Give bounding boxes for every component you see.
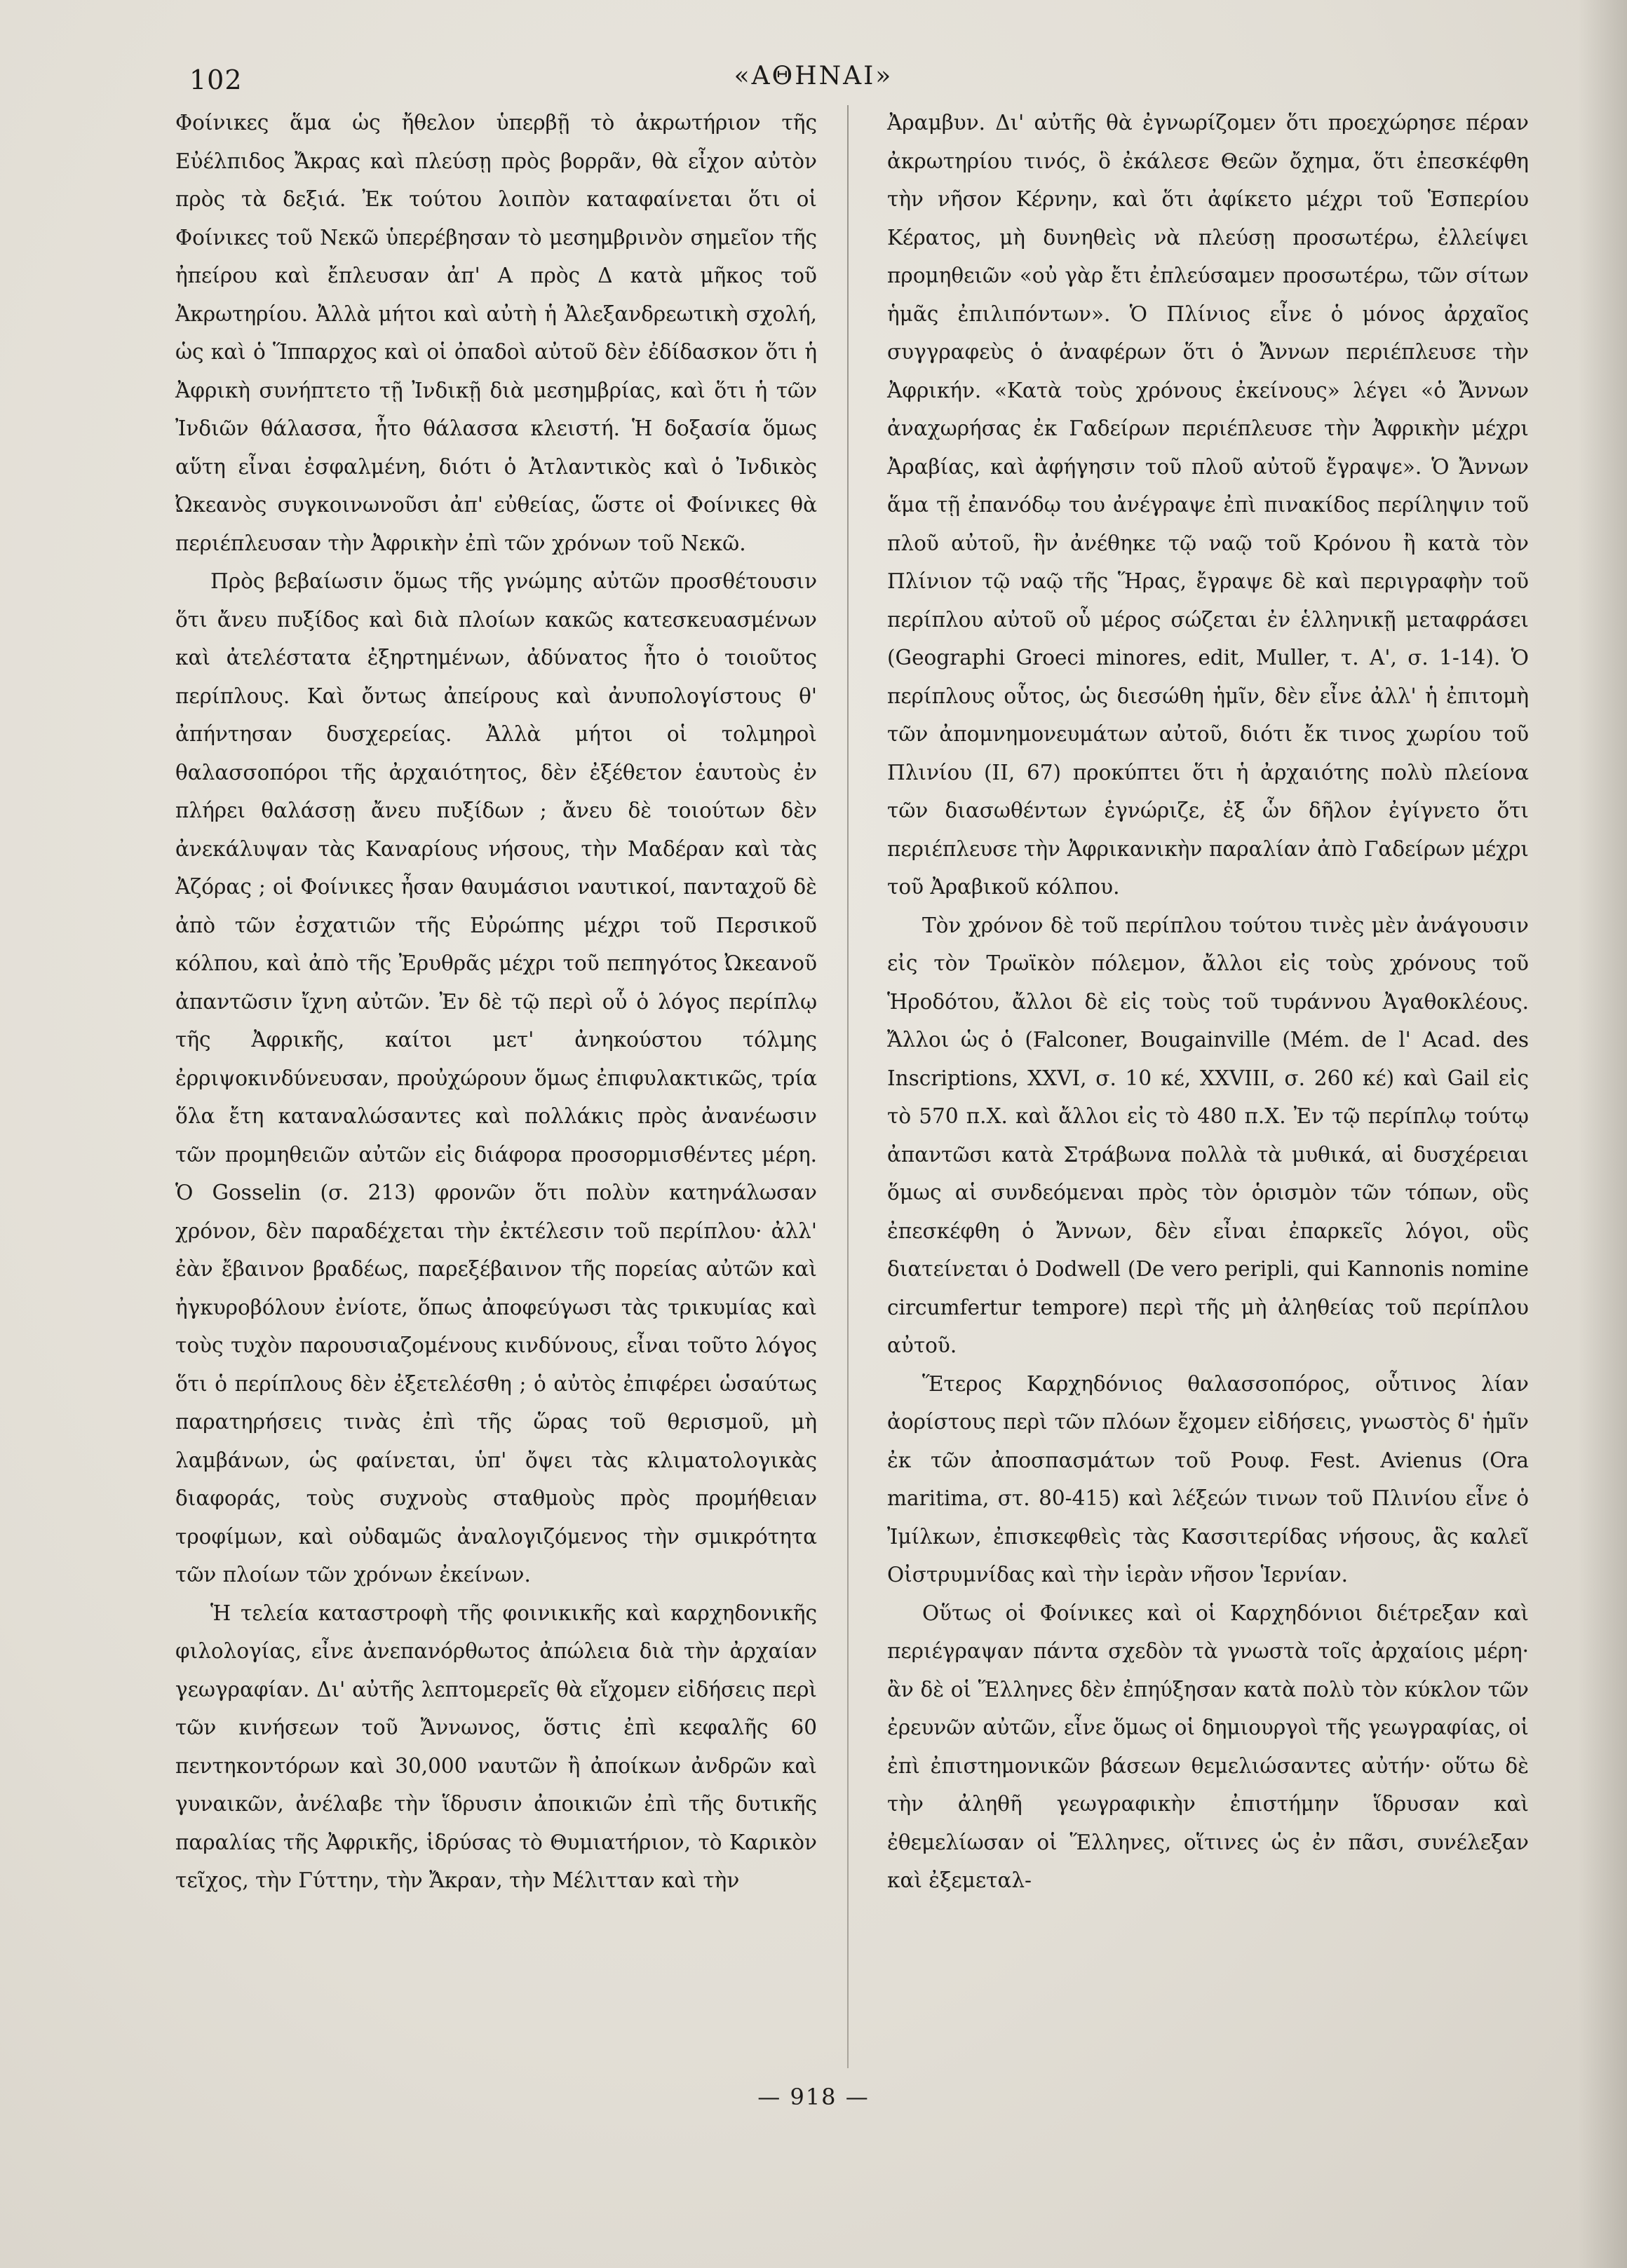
page-number: 102 <box>189 64 243 95</box>
paragraph: Ἕτερος Καρχηδόνιος θαλασσοπόρος, οὗτινος λίαν ἀορίστους περὶ τῶν πλόων ἔχομεν εἰδήσεις, γνωστὸς δ' ἡμῖν ἐκ τῶν ἀποσπασμάτων τοῦ Ρουφ. Fest. Avienus (Ora maritima, στ. 80-415) καὶ λέξεών τινων τοῦ Πλινίου εἶνε ὁ Ἰμίλκων, ἐπισκεφθεὶς τὰς Κασσιτερίδας νήσους, ἃς καλεῖ Οἰστρυμνίδας καὶ τὴν ἱερὰν νῆσον Ἱερνίαν. <box>887 1371 1529 1587</box>
paragraph: Ἡ τελεία καταστροφὴ τῆς φοινικικῆς καὶ καρχηδονικῆς φιλολογίας, εἶνε ἀνεπανόρθωτος ἀπώλεια διὰ τὴν ἀρχαίαν γεωγραφίαν. Δι' αὐτῆς λεπτομερεῖς θὰ εἴχομεν εἰδήσεις περὶ τῶν κινήσεων τοῦ Ἄννωνος, ὅστις ἐπὶ κεφαλῆς 60 πεντηκοντόρων καὶ 30,000 ναυτῶν ἢ ἀποίκων ἀνδρῶν καὶ γυναικῶν, ἀνέλαβε τὴν ἵδρυσιν ἀποικιῶν ἐπὶ τῆς δυτικῆς παραλίας τῆς Ἀφρικῆς, ἱδρύσας τὸ Θυμιατήριον, τὸ Καρικὸν τεῖχος, τὴν Γύττην, τὴν Ἄκραν, τὴν Μέλιτταν καὶ τὴν <box>175 1601 817 1892</box>
paragraph: Πρὸς βεβαίωσιν ὅμως τῆς γνώμης αὐτῶν προσθέτουσιν ὅτι ἄνευ πυξίδος καὶ διὰ πλοίων κακῶς κατεσκευασμένων καὶ ἀτελέστατα ἐξηρτημένων, ἀδύνατος ἦτο ὁ τοιοῦτος περίπλους. Καὶ ὄντως ἀπείρους καὶ ἀνυπολογίστους θ' ἀπήντησαν δυσχερείας. Ἀλλὰ μήτοι οἱ τολμηροὶ θαλασσοπόροι τῆς ἀρχαιότητος, δὲν ἐξέθετον ἑαυτοὺς ἐν πλήρει θαλάσσῃ ἄνευ πυξίδων ; ἄνευ δὲ τοιούτων δὲν ἀνεκάλυψαν τὰς Καναρίους νήσους, τὴν Μαδέραν καὶ τὰς Ἀζόρας ; οἱ Φοίνικες ἦσαν θαυμάσιοι ναυτικοί, πανταχοῦ δὲ ἀπὸ τῶν ἐσχατιῶν τῆς Εὐρώπης μέχρι τοῦ Περσικοῦ κόλπου, καὶ ἀπὸ τῆς Ἐρυθρᾶς μέχρι τοῦ πεπηγότος Ὠκεανοῦ ἀπαντῶσιν ἴχνη αὐτῶν. Ἐν δὲ τῷ περὶ οὗ ὁ λόγος περίπλῳ τῆς Ἀφρικῆς, καίτοι μετ' ἀνηκούστου τόλμης ἐρριψοκινδύνευσαν, προὐχώρουν ὅμως ἐπιφυλακτικῶς, τρία ὅλα ἔτη καταναλώσαντες καὶ πολλάκις πρὸς ἀνανέωσιν τῶν προμηθειῶν αὐτῶν εἰς διάφορα προσορμισθέντες μέρη. Ὁ Gosselin (σ. 213) φρονῶν ὅτι πολὺν κατηνάλωσαν χρόνον, δὲν παραδέχεται τὴν ἐκτέλεσιν τοῦ περίπλου· ἀλλ' ἐὰν ἔβαινον βραδέως, παρεξέβαινον τῆς πορείας αὐτῶν καὶ ἠγκυροβόλουν ἐνίοτε, ὅπως ἀποφεύγωσι τὰς τρικυμίας καὶ τοὺς τυχὸν παρουσιαζομένους κινδύνους, εἶναι τοῦτο λόγος ὅτι ὁ περίπλους δὲν ἐξετελέσθη ; ὁ αὐτὸς ἐπιφέρει ὡσαύτως παρατηρήσεις τινὰς ἐπὶ τῆς ὥρας τοῦ θερισμοῦ, μὴ λαμβάνων, ὡς φαίνεται, ὑπ' ὄψει τὰς κλιματολογικὰς διαφοράς, τοὺς συχνοὺς σταθμοὺς πρὸς προμήθειαν τροφίμων, καὶ οὐδαμῶς ἀναλογιζόμενος τὴν σμικρότητα τῶν πλοίων τῶν χρόνων ἐκείνων. <box>175 569 817 1587</box>
left-column <box>175 104 817 1900</box>
paragraph: Οὕτως οἱ Φοίνικες καὶ οἱ Καρχηδόνιοι διέτρεξαν καὶ περιέγραψαν πάντα σχεδὸν τὰ γνωστὰ τοῖς ἀρχαίοις μέρη· ἂν δὲ οἱ Ἕλληνες δὲν ἐπηύξησαν κατὰ πολὺ τὸν κύκλον τῶν ἐρευνῶν αὐτῶν, εἶνε ὅμως οἱ δημιουργοὶ τῆς γεωγραφίας, οἱ ἐπὶ ἐπιστημονικῶν βάσεων θεμελιώσαντες αὐτήν· οὕτω δὲ τὴν ἀληθῆ γεωγραφικὴν ἐπιστήμην ἵδρυσαν καὶ ἐθεμελίωσαν οἱ Ἕλληνες, οἵτινες ὡς ἐν πᾶσι, συνέλεξαν καὶ ἐξεμεταλ- <box>887 1601 1529 1892</box>
paragraph: Φοίνικες ἅμα ὡς ἤθελον ὑπερβῇ τὸ ἀκρωτήριον τῆς Εὐέλπιδος Ἄκρας καὶ πλεύσῃ πρὸς βορρᾶν, θὰ εἶχον αὐτὸν πρὸς τὰ δεξιά. Ἐκ τούτου λοιπὸν καταφαίνεται ὅτι οἱ Φοίνικες τοῦ Νεκῶ ὑπερέβησαν τὸ μεσημβρινὸν σημεῖον τῆς ἠπείρου καὶ ἔπλευσαν ἀπ' Α πρὸς Δ κατὰ μῆκος τοῦ Ἀκρωτηρίου. Ἀλλὰ μήτοι καὶ αὐτὴ ἡ Ἀλεξανδρεωτικὴ σχολή, ὡς καὶ ὁ Ἵππαρχος καὶ οἱ ὀπαδοὶ αὐτοῦ δὲν ἐδίδασκον ὅτι ἡ Ἀφρικὴ συνήπτετο τῇ Ἰνδικῇ διὰ μεσημβρίας, καὶ ὅτι ἡ τῶν Ἰνδιῶν θάλασσα, ἦτο θάλασσα κλειστή. Ἡ δοξασία ὅμως αὕτη εἶναι ἐσφαλμένη, διότι ὁ Ἀτλαντικὸς καὶ ὁ Ἰνδικὸς Ὠκεανὸς συγκοινωνοῦσι ἀπ' εὐθείας, ὥστε οἱ Φοίνικες θὰ περιέπλευσαν τὴν Ἀφρικὴν ἐπὶ τῶν χρόνων τοῦ Νεκῶ. <box>175 111 817 555</box>
page-edge-shadow <box>1578 0 1627 2268</box>
paragraph: Τὸν χρόνον δὲ τοῦ περίπλου τούτου τινὲς μὲν ἀνάγουσιν εἰς τὸν Τρωϊκὸν πόλεμον, ἄλλοι εἰς τοὺς χρόνους τοῦ Ἡροδότου, ἄλλοι δὲ εἰς τοὺς τοῦ τυράννου Ἀγαθοκλέους. Ἄλλοι ὡς ὁ (Falconer, Bougainville (Mém. de l' Acad. des Inscriptions, XXVI, σ. 10 κέ, XXVIII, σ. 260 κέ) καὶ Gail εἰς τὸ 570 π.Χ. καὶ ἄλλοι εἰς τὸ 480 π.Χ. Ἐν τῷ περίπλῳ τούτῳ ἀπαντῶσι κατὰ Στράβωνα πολλὰ τὰ μυθικά, αἱ δυσχέρειαι ὅμως αἱ συνδεόμεναι πρὸς τὸν ὁρισμὸν τῶν τόπων, οὓς ἐπεσκέφθη ὁ Ἄννων, δὲν εἶναι ἐπαρκεῖς λόγοι, οὓς διατείνεται ὁ Dodwell (De vero peripli, qui Kannonis nomine circumfertur tempore) περὶ τῆς μὴ ἀληθείας τοῦ περίπλου αὐτοῦ. <box>887 913 1529 1357</box>
column-divider <box>847 105 849 2068</box>
running-title: «ΑΘΗΝΑΙ» <box>734 62 893 90</box>
paragraph: Ἀραμβυν. Δι' αὐτῆς θὰ ἐγνωρίζομεν ὅτι προεχώρησε πέραν ἀκρωτηρίου τινός, ὃ ἐκάλεσε Θεῶν ὄχημα, ὅτι ἐπεσκέφθη τὴν νῆσον Κέρνην, καὶ ὅτι ἀφίκετο μέχρι τοῦ Ἑσπερίου Κέρατος, μὴ δυνηθεὶς νὰ πλεύσῃ προσωτέρω, ἐλλείψει προμηθειῶν «οὐ γὰρ ἔτι ἐπλεύσαμεν προσωτέρω, τῶν σίτων ἡμᾶς ἐπιλιπόντων». Ὁ Πλίνιος εἶνε ὁ μόνος ἀρχαῖος συγγραφεὺς ὁ ἀναφέρων ὅτι ὁ Ἄννων περιέπλευσε τὴν Ἀφρικήν. «Κατὰ τοὺς χρόνους ἐκείνους» λέγει «ὁ Ἄννων ἀναχωρήσας ἐκ Γαδείρων περιέπλευσε τὴν Ἀφρικὴν μέχρι Ἀραβίας, καὶ ἀφήγησιν τοῦ πλοῦ αὐτοῦ ἔγραψε». Ὁ Ἄννων ἅμα τῇ ἐπανόδῳ του ἀνέγραψε ἐπὶ πινακίδος περίληψιν τοῦ πλοῦ αὐτοῦ, ἣν ἀνέθηκε τῷ ναῷ τοῦ Κρόνου ἢ κατὰ τὸν Πλίνιον τῷ ναῷ τῆς Ἥρας, ἔγραψε δὲ καὶ περιγραφὴν τοῦ περίπλου αὐτοῦ οὗ μέρος σώζεται ἐν ἑλληνικῇ μεταφράσει (Geographi Groeci minores, edit, Muller, τ. Α', σ. 1-14). Ὁ περίπλους οὗτος, ὡς διεσώθη ἡμῖν, δὲν εἶνε ἀλλ' ἡ ἐπιτομὴ τῶν ἀπομνημονευμάτων αὐτοῦ, διότι ἔκ τινος χωρίου τοῦ Πλινίου (ΙΙ, 67) προκύπτει ὅτι ἡ ἀρχαιότης πολὺ πλείονα τῶν διασωθέντων ἐγνώριζε, ἐξ ὧν δῆλον ἐγίγνετο ὅτι περιέπλευσε τὴν Ἀφρικανικὴν παραλίαν ἀπὸ Γαδείρων μέχρι τοῦ Ἀραβικοῦ κόλπου. <box>887 111 1529 899</box>
footer-sheet-number: — 918 — <box>757 2084 870 2110</box>
right-column <box>887 104 1529 1900</box>
